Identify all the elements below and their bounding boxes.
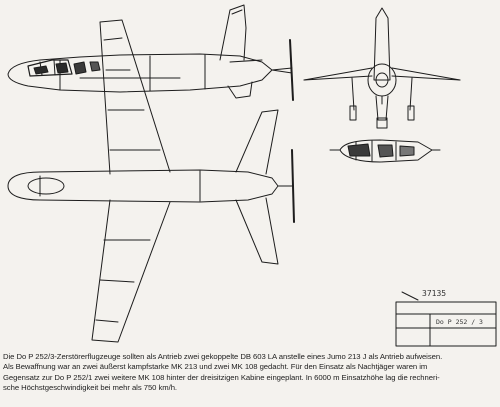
engine-detail-view — [330, 140, 440, 162]
caption-line: Die Do P 252/3-Zerstörerflugzeuge sollten als Antrieb zwei gekoppelte DB 603 LA anstelle eines Jumo 213 J als Antrieb aufweisen. — [3, 352, 443, 361]
caption-line: sche Höchstgeschwindigkeit bei mehr als 750 km/h. — [3, 382, 178, 392]
figure-caption — [3, 352, 497, 404]
caption-line: Als Bewaffnung war an zwei äußerst kampfstarke MK 213 und zwei MK 108 gedacht. Für den Einsatz als Nachtjäger waren im — [3, 362, 428, 372]
front-view — [304, 8, 460, 128]
caption-line: Gegensatz zur Do P 252/1 zwei weitere MK 108 hinter der dreisitzigen Kabine eingeplant. In 6000 m Einsatzhöhe lag die rechneri- — [3, 372, 440, 382]
title-block-text: Do P 252 / 3 — [436, 318, 483, 326]
sheet-number: 37135 — [422, 289, 447, 298]
top-view — [8, 20, 294, 342]
side-view — [8, 5, 293, 100]
